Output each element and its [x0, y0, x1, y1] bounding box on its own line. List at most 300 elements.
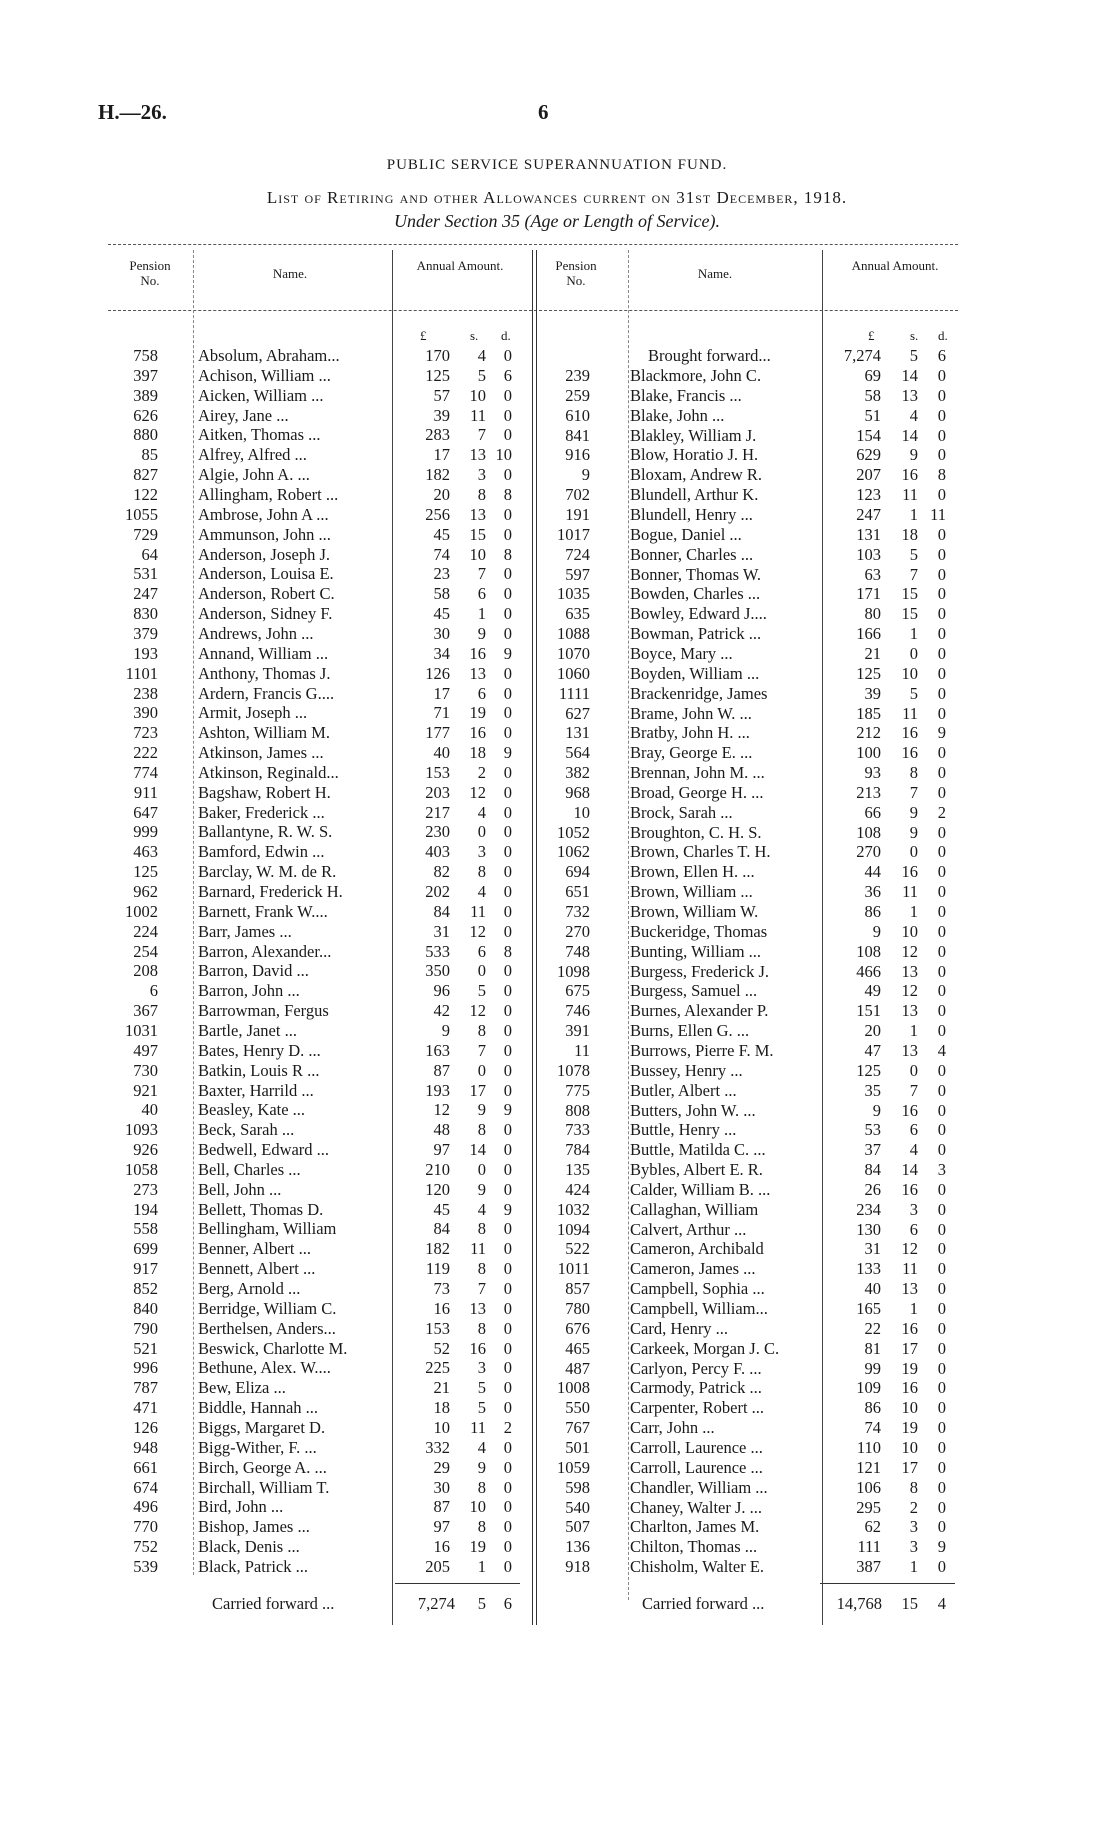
- pension-number: 626: [133, 405, 158, 425]
- amount-shillings: 1: [909, 505, 918, 524]
- table-row: [0, 604, 1114, 624]
- pension-number: 391: [565, 1021, 590, 1041]
- amount-pence: 11: [930, 505, 946, 524]
- amount-pence: 0: [503, 901, 512, 921]
- pension-number: 916: [565, 445, 590, 465]
- unit-shillings-left: s.: [470, 328, 479, 343]
- amount-pence: 2: [937, 802, 946, 822]
- amount-pence: 0: [503, 1140, 512, 1159]
- amount-shillings: 8: [909, 763, 918, 782]
- amount-pounds: 87: [433, 1497, 450, 1517]
- amount-pounds: 177: [425, 723, 450, 743]
- pension-number: 507: [565, 1517, 590, 1537]
- amount-pounds: 110: [856, 1437, 881, 1457]
- pension-number: 424: [565, 1179, 590, 1199]
- amount-pence: 0: [503, 1437, 512, 1457]
- amount-pence: 0: [503, 921, 512, 941]
- amount-pence: 0: [937, 524, 946, 544]
- pensioner-name: Baker, Frederick ...: [198, 802, 325, 822]
- pensioner-name: Buttle, Matilda C. ...: [630, 1140, 766, 1160]
- amount-pence: 0: [937, 763, 946, 782]
- amount-pounds: 108: [856, 941, 881, 961]
- amount-shillings: 7: [477, 564, 486, 584]
- pension-number: 550: [565, 1398, 590, 1418]
- pensioner-name: Bagshaw, Robert H.: [198, 782, 331, 802]
- pension-number: 676: [565, 1318, 590, 1338]
- pensioner-name: Burgess, Samuel ...: [630, 981, 758, 1001]
- amount-pounds: 120: [425, 1179, 450, 1199]
- amount-pounds: 17: [433, 683, 450, 703]
- pension-number: 926: [133, 1140, 158, 1159]
- amount-shillings: 1: [477, 1556, 486, 1576]
- amount-pounds: 36: [864, 882, 881, 902]
- amount-pounds: 533: [425, 941, 450, 961]
- amount-pounds: 29: [433, 1457, 450, 1477]
- amount-pounds: 10: [433, 1417, 450, 1437]
- pensioner-name: Brown, Ellen H. ...: [630, 862, 755, 882]
- amount-pounds: 130: [856, 1219, 881, 1239]
- amount-pounds: 202: [425, 882, 450, 901]
- amount-pence: 0: [503, 961, 512, 981]
- amount-pence: 0: [503, 762, 512, 782]
- amount-pounds: 121: [856, 1457, 881, 1477]
- pensioner-name: Barron, Alexander...: [198, 941, 332, 961]
- amount-pence: 0: [937, 1279, 946, 1299]
- amount-shillings: 15: [901, 584, 918, 604]
- amount-pence: 0: [937, 961, 946, 981]
- pension-number: 531: [133, 564, 158, 584]
- pension-number: 273: [133, 1179, 158, 1199]
- amount-pence: 9: [503, 743, 512, 762]
- unit-pounds-right: £: [868, 328, 875, 343]
- amount-pounds: 57: [433, 385, 450, 405]
- pension-number: 471: [133, 1398, 158, 1418]
- pension-number: 661: [133, 1457, 158, 1477]
- pensioner-name: Buckeridge, Thomas: [630, 921, 768, 941]
- amount-pounds: 63: [864, 564, 881, 584]
- pensioner-name: Batkin, Louis R ...: [198, 1060, 320, 1080]
- amount-shillings: 5: [477, 365, 486, 385]
- amount-shillings: 11: [902, 882, 918, 902]
- pension-number: 389: [133, 385, 158, 405]
- amount-pence: 0: [937, 1060, 946, 1080]
- amount-shillings: 19: [469, 1537, 486, 1556]
- pensioner-name: Bloxam, Andrew R.: [630, 465, 762, 485]
- amount-pence: 0: [503, 1398, 512, 1418]
- amount-pence: 9: [503, 1199, 512, 1219]
- amount-shillings: 10: [901, 921, 918, 941]
- pensioner-name: Burgess, Frederick J.: [630, 961, 770, 981]
- header-pension-no-left: Pension No.: [129, 258, 171, 288]
- table-row: [0, 525, 1114, 545]
- amount-pounds: 97: [433, 1517, 450, 1537]
- amount-pence: 0: [503, 1020, 512, 1040]
- pension-number: 830: [133, 604, 158, 623]
- amount-shillings: 10: [469, 1497, 486, 1517]
- amount-pounds: 34: [433, 643, 450, 663]
- amount-pence: 0: [503, 564, 512, 584]
- table-row: [0, 1478, 1114, 1498]
- pension-number: 136: [565, 1537, 590, 1557]
- pensioner-name: Chaney, Walter J. ...: [630, 1497, 763, 1517]
- pension-number: 390: [133, 703, 158, 723]
- pension-number: 1032: [557, 1199, 590, 1219]
- amount-pence: 0: [503, 822, 512, 842]
- amount-pence: 0: [937, 941, 946, 961]
- amount-pence: 0: [937, 663, 946, 683]
- pensioner-name: Chandler, William ...: [630, 1477, 768, 1497]
- pension-number: 841: [565, 425, 590, 445]
- pension-number: 729: [133, 524, 158, 544]
- amount-pence: 0: [503, 504, 512, 524]
- pensioner-name: Bell, John ...: [198, 1179, 282, 1199]
- carried-forward-pounds-right: 14,768: [836, 1594, 882, 1613]
- amount-pounds: 210: [425, 1159, 450, 1179]
- amount-pence: 0: [937, 584, 946, 604]
- amount-pence: 0: [937, 564, 946, 584]
- pensioner-name: Bratby, John H. ...: [630, 723, 750, 743]
- amount-pence: 9: [937, 1537, 946, 1557]
- amount-pounds: 166: [856, 624, 881, 643]
- pensioner-name: Chilton, Thomas ...: [630, 1537, 758, 1557]
- pensioner-name: Anderson, Robert C.: [198, 584, 335, 604]
- amount-shillings: 9: [909, 445, 918, 465]
- amount-shillings: 19: [901, 1418, 918, 1438]
- pensioner-name: Carkeek, Morgan J. C.: [630, 1338, 780, 1358]
- pension-number: 131: [565, 723, 590, 743]
- pensioner-name: Callaghan, William: [630, 1199, 759, 1219]
- amount-pounds: 230: [425, 822, 450, 842]
- pensioner-name: Beasley, Kate ...: [198, 1100, 306, 1120]
- amount-shillings: 12: [469, 782, 486, 802]
- pension-number: 880: [133, 425, 158, 445]
- pension-number: 918: [565, 1557, 590, 1576]
- pensioner-name: Black, Patrick ...: [198, 1556, 308, 1576]
- amount-pence: 0: [937, 1199, 946, 1219]
- amount-shillings: 14: [469, 1140, 486, 1159]
- amount-pence: 0: [937, 1080, 946, 1100]
- pensioner-name: Bowley, Edward J....: [630, 604, 767, 624]
- pension-number: 367: [133, 1001, 158, 1021]
- pension-number: 521: [133, 1338, 158, 1358]
- pensioner-name: Bethune, Alex. W....: [198, 1358, 331, 1378]
- amount-shillings: 6: [909, 1219, 918, 1239]
- pensioner-name: Bogue, Daniel ...: [630, 524, 742, 544]
- amount-pence: 0: [503, 1298, 512, 1318]
- brought-forward-shillings: 5: [909, 346, 918, 365]
- pension-number: 397: [133, 365, 158, 385]
- amount-shillings: 9: [909, 822, 918, 842]
- amount-pounds: 84: [433, 901, 450, 921]
- table-row: [0, 584, 1114, 604]
- amount-shillings: 4: [909, 1140, 918, 1160]
- amount-pence: 0: [937, 981, 946, 1001]
- amount-shillings: 7: [477, 1279, 486, 1298]
- pensioner-name: Bowman, Patrick ...: [630, 624, 762, 643]
- pensioner-name: Bowden, Charles ...: [630, 584, 761, 604]
- pensioner-name: Bell, Charles ...: [198, 1159, 301, 1179]
- amount-pence: 0: [937, 1219, 946, 1239]
- amount-pounds: 74: [864, 1418, 881, 1438]
- amount-shillings: 16: [901, 1378, 918, 1398]
- amount-shillings: 3: [477, 1358, 486, 1378]
- amount-pounds: 217: [425, 802, 450, 822]
- amount-pence: 0: [937, 1179, 946, 1199]
- amount-pounds: 99: [864, 1358, 881, 1378]
- table-row: [0, 1557, 1114, 1577]
- pension-number: 270: [565, 921, 590, 941]
- table-row: [0, 1180, 1114, 1200]
- amount-pounds: 207: [856, 465, 881, 485]
- pension-number: 1070: [557, 643, 590, 663]
- amount-shillings: 4: [909, 405, 918, 425]
- amount-pence: 0: [503, 1040, 512, 1060]
- amount-pounds: 213: [856, 782, 881, 802]
- brought-forward-label: Brought forward...: [648, 346, 771, 365]
- amount-pence: 0: [937, 1001, 946, 1021]
- amount-pounds: 295: [856, 1497, 881, 1517]
- amount-pounds: 84: [433, 1219, 450, 1239]
- table-row: [0, 1140, 1114, 1160]
- table-row: [0, 783, 1114, 803]
- pension-number: 702: [565, 485, 590, 505]
- amount-shillings: 7: [909, 564, 918, 584]
- pensioner-name: Bennett, Albert ...: [198, 1259, 316, 1279]
- pension-number: 746: [565, 1001, 590, 1021]
- pension-number: 540: [565, 1497, 590, 1517]
- table-row: [0, 942, 1114, 962]
- amount-pence: 0: [503, 862, 512, 882]
- amount-shillings: 9: [477, 1100, 486, 1120]
- table-row: [0, 485, 1114, 505]
- pension-number: 487: [565, 1358, 590, 1378]
- unit-pounds-left: £: [420, 328, 427, 343]
- amount-pounds: 103: [856, 544, 881, 564]
- amount-shillings: 10: [469, 544, 486, 564]
- table-row: [0, 981, 1114, 1001]
- amount-pence: 0: [503, 1457, 512, 1477]
- pensioner-name: Aicken, William ...: [198, 385, 324, 405]
- amount-pounds: 283: [425, 425, 450, 445]
- amount-pounds: 182: [425, 465, 450, 485]
- pensioner-name: Barr, James ...: [198, 921, 292, 941]
- pension-number: 827: [133, 465, 158, 485]
- amount-pounds: 39: [433, 405, 450, 425]
- pension-number: 126: [133, 1417, 158, 1437]
- amount-pounds: 9: [872, 921, 881, 941]
- pension-number: 1062: [557, 842, 590, 862]
- amount-pounds: 39: [864, 683, 881, 703]
- amount-pounds: 119: [425, 1259, 450, 1279]
- pensioner-name: Ballantyne, R. W. S.: [198, 822, 333, 842]
- amount-pence: 0: [503, 663, 512, 683]
- amount-pounds: 403: [425, 842, 450, 862]
- amount-pence: 0: [937, 425, 946, 445]
- pensioner-name: Broad, George H. ...: [630, 782, 764, 802]
- amount-pounds: 9: [441, 1020, 450, 1040]
- amount-pence: 0: [937, 1140, 946, 1160]
- horizontal-rule: [820, 1583, 955, 1584]
- amount-shillings: 0: [477, 961, 486, 981]
- amount-shillings: 11: [470, 901, 486, 921]
- amount-pounds: 629: [856, 445, 881, 465]
- amount-pence: 0: [503, 346, 512, 365]
- amount-pounds: 387: [856, 1557, 881, 1576]
- amount-shillings: 12: [901, 941, 918, 961]
- pensioner-name: Calder, William B. ...: [630, 1179, 771, 1199]
- amount-pounds: 151: [856, 1001, 881, 1021]
- amount-pence: 0: [503, 623, 512, 643]
- pensioner-name: Burnes, Alexander P.: [630, 1001, 769, 1021]
- pensioner-name: Birchall, William T.: [198, 1477, 330, 1497]
- amount-pence: 0: [937, 485, 946, 505]
- pension-number: 1035: [557, 584, 590, 604]
- pension-number: 948: [133, 1437, 158, 1457]
- table-row: [0, 1319, 1114, 1339]
- pension-number: 10: [573, 802, 590, 822]
- table-row: [0, 1398, 1114, 1418]
- amount-shillings: 13: [469, 1298, 486, 1318]
- amount-shillings: 9: [477, 1179, 486, 1199]
- pensioner-name: Carpenter, Robert ...: [630, 1398, 765, 1418]
- amount-pence: 0: [937, 1378, 946, 1398]
- pensioner-name: Bamford, Edwin ...: [198, 842, 325, 862]
- pensioner-name: Brock, Sarah ...: [630, 802, 733, 822]
- amount-shillings: 18: [469, 743, 486, 762]
- pension-number: 840: [133, 1298, 158, 1318]
- header-amount-left: Annual Amount.: [416, 258, 504, 273]
- pensioner-name: Barnett, Frank W....: [198, 901, 328, 921]
- amount-pounds: 193: [425, 1080, 450, 1100]
- amount-pence: 0: [503, 1517, 512, 1537]
- amount-pounds: 212: [856, 723, 881, 743]
- table-row: [0, 1220, 1114, 1240]
- amount-pounds: 12: [433, 1100, 450, 1120]
- pension-number: 191: [565, 505, 590, 524]
- amount-shillings: 12: [901, 1239, 918, 1259]
- amount-shillings: 18: [901, 524, 918, 544]
- pension-number: 758: [133, 346, 158, 365]
- pensioner-name: Brackenridge, James: [630, 683, 768, 703]
- amount-shillings: 1: [909, 902, 918, 921]
- pensioner-name: Bunting, William ...: [630, 941, 762, 961]
- amount-shillings: 4: [477, 882, 486, 901]
- amount-pounds: 133: [856, 1259, 881, 1279]
- brought-forward-row: [0, 346, 1114, 366]
- table-row: [0, 842, 1114, 862]
- pensioner-name: Campbell, Sophia ...: [630, 1279, 765, 1299]
- amount-shillings: 0: [477, 822, 486, 842]
- amount-pounds: 20: [433, 485, 450, 504]
- pension-number: 962: [133, 882, 158, 901]
- amount-pence: 0: [937, 1358, 946, 1378]
- pension-number: 597: [565, 564, 590, 584]
- amount-shillings: 12: [901, 981, 918, 1001]
- amount-shillings: 0: [909, 842, 918, 862]
- amount-shillings: 11: [902, 1259, 918, 1279]
- pensioner-name: Bonner, Charles ...: [630, 544, 754, 564]
- pension-number: 564: [565, 743, 590, 763]
- pension-number: 917: [133, 1259, 158, 1279]
- amount-pence: 0: [937, 1338, 946, 1358]
- pension-number: 674: [133, 1477, 158, 1497]
- amount-pounds: 205: [425, 1556, 450, 1576]
- amount-shillings: 8: [477, 862, 486, 882]
- amount-pence: 0: [937, 445, 946, 465]
- amount-shillings: 10: [901, 1398, 918, 1418]
- pension-number: 598: [565, 1477, 590, 1497]
- amount-shillings: 3: [477, 465, 486, 485]
- pension-number: 222: [133, 743, 158, 762]
- amount-pounds: 131: [856, 524, 881, 544]
- pension-number: 968: [565, 782, 590, 802]
- pension-number: 539: [133, 1556, 158, 1576]
- pension-number: 752: [133, 1537, 158, 1556]
- amount-pounds: 21: [864, 643, 881, 663]
- table-row: [0, 1359, 1114, 1379]
- amount-pence: 3: [937, 1160, 946, 1179]
- horizontal-rule: [108, 244, 958, 245]
- amount-pounds: 45: [433, 604, 450, 623]
- amount-pounds: 45: [433, 1199, 450, 1219]
- amount-pounds: 69: [864, 366, 881, 385]
- page-reference: H.—26.: [98, 100, 167, 124]
- table-row: [0, 1279, 1114, 1299]
- amount-pounds: 153: [425, 1318, 450, 1338]
- pensioner-name: Brown, Charles T. H.: [630, 842, 771, 862]
- amount-shillings: 19: [901, 1358, 918, 1378]
- amount-pence: 0: [937, 822, 946, 842]
- amount-pounds: 163: [425, 1040, 450, 1060]
- table-row: [0, 465, 1114, 485]
- amount-shillings: 8: [477, 485, 486, 504]
- pensioner-name: Anthony, Thomas J.: [198, 663, 331, 683]
- pensioner-name: Campbell, William...: [630, 1299, 768, 1318]
- amount-pence: 0: [503, 782, 512, 802]
- amount-shillings: 2: [477, 762, 486, 782]
- pensioner-name: Barrowman, Fergus: [198, 1001, 329, 1021]
- pensioner-name: Algie, John A. ...: [198, 465, 310, 485]
- amount-pence: 0: [503, 425, 512, 445]
- pension-number: 239: [565, 366, 590, 385]
- amount-pence: 0: [503, 1259, 512, 1279]
- amount-pence: 0: [937, 683, 946, 703]
- table-row: [0, 1200, 1114, 1220]
- pensioner-name: Blundell, Henry ...: [630, 505, 753, 524]
- amount-pence: 0: [937, 1497, 946, 1517]
- amount-shillings: 17: [901, 1457, 918, 1477]
- pensioner-name: Annand, William ...: [198, 643, 329, 663]
- amount-pounds: 45: [433, 524, 450, 544]
- amount-pounds: 9: [872, 1100, 881, 1120]
- pensioner-name: Cameron, James ...: [630, 1259, 756, 1279]
- pensioner-name: Biggs, Margaret D.: [198, 1417, 326, 1437]
- pensioner-name: Brown, William ...: [630, 882, 753, 902]
- amount-pounds: 80: [864, 604, 881, 624]
- amount-shillings: 16: [469, 723, 486, 743]
- amount-shillings: 1: [477, 604, 486, 623]
- pensioner-name: Bonner, Thomas W.: [630, 564, 762, 584]
- amount-pence: 0: [503, 723, 512, 743]
- amount-pence: 8: [503, 485, 512, 504]
- pensioner-name: Blakley, William J.: [630, 425, 757, 445]
- amount-shillings: 4: [477, 802, 486, 822]
- pension-number: 254: [133, 941, 158, 961]
- table-row: [0, 962, 1114, 982]
- pensioner-name: Allingham, Robert ...: [198, 485, 339, 504]
- pensioner-name: Blow, Horatio J. H.: [630, 445, 759, 465]
- amount-pence: 0: [503, 1318, 512, 1338]
